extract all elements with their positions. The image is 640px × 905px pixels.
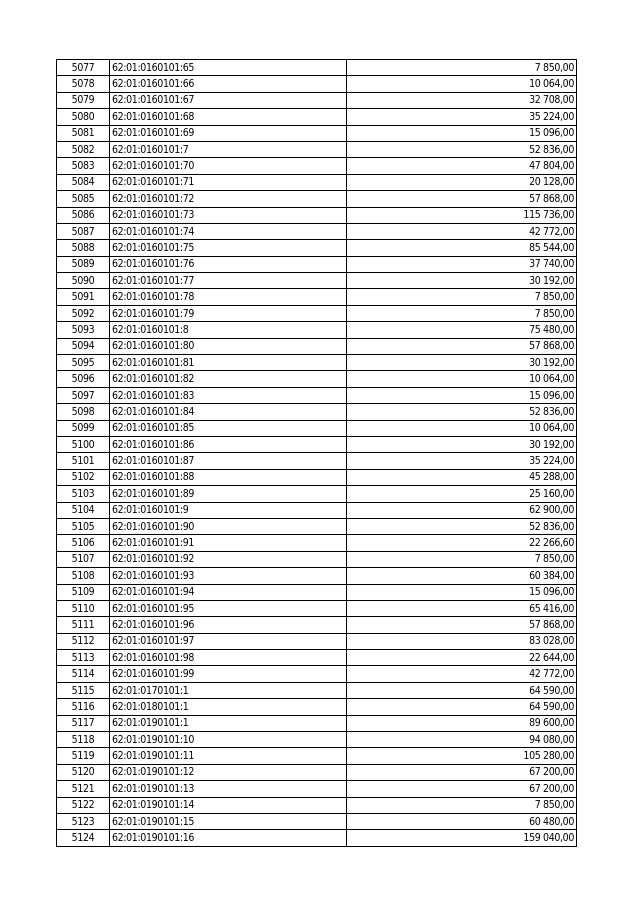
- cadastral-number-cell: 62:01:0160101:96: [110, 617, 347, 633]
- table-row: [57, 338, 577, 354]
- value-cell: 57 868,00: [347, 617, 577, 633]
- table-row: [57, 650, 577, 666]
- value-cell: 57 868,00: [347, 191, 577, 207]
- cadastral-number-cell: 62:01:0190101:11: [110, 748, 347, 764]
- table-row: [57, 76, 577, 92]
- value-cell: 42 772,00: [347, 666, 577, 682]
- row-number-cell: 5106: [57, 535, 110, 551]
- row-number-cell: 5115: [57, 682, 110, 698]
- row-number-cell: 5114: [57, 666, 110, 682]
- cadastral-number-cell: 62:01:0160101:77: [110, 273, 347, 289]
- cadastral-number-cell: 62:01:0160101:79: [110, 305, 347, 321]
- cadastral-number-cell: 62:01:0190101:15: [110, 813, 347, 829]
- cadastral-number-cell: 62:01:0160101:88: [110, 469, 347, 485]
- row-number-cell: 5091: [57, 289, 110, 305]
- table-row: [57, 699, 577, 715]
- cadastral-number-cell: 62:01:0160101:94: [110, 584, 347, 600]
- cadastral-number-cell: 62:01:0190101:13: [110, 781, 347, 797]
- row-number-cell: 5083: [57, 158, 110, 174]
- value-cell: 7 850,00: [347, 551, 577, 567]
- value-cell: 60 480,00: [347, 813, 577, 829]
- table-row: [57, 436, 577, 452]
- cadastral-number-cell: 62:01:0160101:7: [110, 141, 347, 157]
- cadastral-number-cell: 62:01:0160101:86: [110, 436, 347, 452]
- row-number-cell: 5082: [57, 141, 110, 157]
- row-number-cell: 5097: [57, 387, 110, 403]
- cadastral-number-cell: 62:01:0160101:93: [110, 568, 347, 584]
- value-cell: 10 064,00: [347, 420, 577, 436]
- table-row: [57, 813, 577, 829]
- row-number-cell: 5094: [57, 338, 110, 354]
- cadastral-number-cell: 62:01:0160101:89: [110, 486, 347, 502]
- row-number-cell: 5100: [57, 436, 110, 452]
- table-row: [57, 502, 577, 518]
- value-cell: 94 080,00: [347, 732, 577, 748]
- cadastral-number-cell: 62:01:0160101:65: [110, 60, 347, 76]
- cadastral-number-cell: 62:01:0170101:1: [110, 682, 347, 698]
- table-row: [57, 240, 577, 256]
- value-cell: 10 064,00: [347, 371, 577, 387]
- value-cell: 30 192,00: [347, 436, 577, 452]
- cadastral-number-cell: 62:01:0160101:75: [110, 240, 347, 256]
- value-cell: 15 096,00: [347, 387, 577, 403]
- value-cell: 37 740,00: [347, 256, 577, 272]
- value-cell: 85 544,00: [347, 240, 577, 256]
- table-row: [57, 92, 577, 108]
- cadastral-number-cell: 62:01:0160101:91: [110, 535, 347, 551]
- value-cell: 7 850,00: [347, 305, 577, 321]
- table-body: [57, 60, 577, 847]
- table-row: [57, 158, 577, 174]
- cadastral-number-cell: 62:01:0160101:80: [110, 338, 347, 354]
- table-row: [57, 404, 577, 420]
- value-cell: 20 128,00: [347, 174, 577, 190]
- row-number-cell: 5090: [57, 273, 110, 289]
- parcel-value-table: [56, 59, 577, 847]
- table-row: [57, 289, 577, 305]
- table-row: [57, 355, 577, 371]
- value-cell: 115 736,00: [347, 207, 577, 223]
- row-number-cell: 5089: [57, 256, 110, 272]
- row-number-cell: 5087: [57, 223, 110, 239]
- row-number-cell: 5113: [57, 650, 110, 666]
- value-cell: 64 590,00: [347, 699, 577, 715]
- cadastral-number-cell: 62:01:0180101:1: [110, 699, 347, 715]
- row-number-cell: 5123: [57, 813, 110, 829]
- value-cell: 25 160,00: [347, 486, 577, 502]
- row-number-cell: 5109: [57, 584, 110, 600]
- value-cell: 35 224,00: [347, 453, 577, 469]
- row-number-cell: 5080: [57, 109, 110, 125]
- cadastral-number-cell: 62:01:0160101:72: [110, 191, 347, 207]
- table-row: [57, 600, 577, 616]
- row-number-cell: 5117: [57, 715, 110, 731]
- value-cell: 42 772,00: [347, 223, 577, 239]
- table-row: [57, 174, 577, 190]
- row-number-cell: 5108: [57, 568, 110, 584]
- row-number-cell: 5104: [57, 502, 110, 518]
- row-number-cell: 5122: [57, 797, 110, 813]
- table-row: [57, 273, 577, 289]
- row-number-cell: 5079: [57, 92, 110, 108]
- cadastral-number-cell: 62:01:0160101:8: [110, 322, 347, 338]
- row-number-cell: 5121: [57, 781, 110, 797]
- value-cell: 52 836,00: [347, 518, 577, 534]
- cadastral-number-cell: 62:01:0160101:81: [110, 355, 347, 371]
- row-number-cell: 5096: [57, 371, 110, 387]
- row-number-cell: 5101: [57, 453, 110, 469]
- table-row: [57, 584, 577, 600]
- table-row: [57, 551, 577, 567]
- cadastral-number-cell: 62:01:0160101:76: [110, 256, 347, 272]
- table-row: [57, 732, 577, 748]
- row-number-cell: 5099: [57, 420, 110, 436]
- value-cell: 60 384,00: [347, 568, 577, 584]
- value-cell: 67 200,00: [347, 764, 577, 780]
- row-number-cell: 5095: [57, 355, 110, 371]
- table-row: [57, 191, 577, 207]
- cadastral-number-cell: 62:01:0190101:14: [110, 797, 347, 813]
- value-cell: 7 850,00: [347, 797, 577, 813]
- cadastral-number-cell: 62:01:0160101:85: [110, 420, 347, 436]
- table-row: [57, 617, 577, 633]
- cadastral-number-cell: 62:01:0160101:92: [110, 551, 347, 567]
- row-number-cell: 5086: [57, 207, 110, 223]
- value-cell: 7 850,00: [347, 60, 577, 76]
- row-number-cell: 5098: [57, 404, 110, 420]
- row-number-cell: 5084: [57, 174, 110, 190]
- cadastral-number-cell: 62:01:0160101:97: [110, 633, 347, 649]
- table-row: [57, 781, 577, 797]
- table-row: [57, 256, 577, 272]
- value-cell: 10 064,00: [347, 76, 577, 92]
- table-row: [57, 830, 577, 846]
- row-number-cell: 5119: [57, 748, 110, 764]
- row-number-cell: 5120: [57, 764, 110, 780]
- cadastral-number-cell: 62:01:0160101:74: [110, 223, 347, 239]
- value-cell: 52 836,00: [347, 141, 577, 157]
- table-row: [57, 666, 577, 682]
- cadastral-number-cell: 62:01:0160101:69: [110, 125, 347, 141]
- table-row: [57, 60, 577, 76]
- table-row: [57, 453, 577, 469]
- value-cell: 32 708,00: [347, 92, 577, 108]
- value-cell: 62 900,00: [347, 502, 577, 518]
- value-cell: 15 096,00: [347, 125, 577, 141]
- row-number-cell: 5110: [57, 600, 110, 616]
- table-row: [57, 322, 577, 338]
- value-cell: 64 590,00: [347, 682, 577, 698]
- row-number-cell: 5085: [57, 191, 110, 207]
- row-number-cell: 5124: [57, 830, 110, 846]
- cadastral-number-cell: 62:01:0160101:84: [110, 404, 347, 420]
- row-number-cell: 5092: [57, 305, 110, 321]
- row-number-cell: 5093: [57, 322, 110, 338]
- value-cell: 65 416,00: [347, 600, 577, 616]
- table-row: [57, 125, 577, 141]
- row-number-cell: 5102: [57, 469, 110, 485]
- cadastral-number-cell: 62:01:0160101:67: [110, 92, 347, 108]
- value-cell: 83 028,00: [347, 633, 577, 649]
- row-number-cell: 5078: [57, 76, 110, 92]
- value-cell: 30 192,00: [347, 273, 577, 289]
- table-row: [57, 420, 577, 436]
- cadastral-number-cell: 62:01:0160101:87: [110, 453, 347, 469]
- value-cell: 15 096,00: [347, 584, 577, 600]
- cadastral-number-cell: 62:01:0160101:71: [110, 174, 347, 190]
- value-cell: 105 280,00: [347, 748, 577, 764]
- cadastral-number-cell: 62:01:0160101:70: [110, 158, 347, 174]
- row-number-cell: 5105: [57, 518, 110, 534]
- value-cell: 22 644,00: [347, 650, 577, 666]
- row-number-cell: 5103: [57, 486, 110, 502]
- cadastral-number-cell: 62:01:0160101:68: [110, 109, 347, 125]
- cadastral-number-cell: 62:01:0160101:82: [110, 371, 347, 387]
- value-cell: 52 836,00: [347, 404, 577, 420]
- value-cell: 45 288,00: [347, 469, 577, 485]
- row-number-cell: 5116: [57, 699, 110, 715]
- table-row: [57, 371, 577, 387]
- table-row: [57, 387, 577, 403]
- cadastral-number-cell: 62:01:0190101:16: [110, 830, 347, 846]
- value-cell: 159 040,00: [347, 830, 577, 846]
- row-number-cell: 5111: [57, 617, 110, 633]
- table-row: [57, 469, 577, 485]
- row-number-cell: 5081: [57, 125, 110, 141]
- cadastral-number-cell: 62:01:0190101:1: [110, 715, 347, 731]
- value-cell: 67 200,00: [347, 781, 577, 797]
- cadastral-number-cell: 62:01:0160101:78: [110, 289, 347, 305]
- table-row: [57, 207, 577, 223]
- table-row: [57, 141, 577, 157]
- value-cell: 7 850,00: [347, 289, 577, 305]
- table-row: [57, 764, 577, 780]
- value-cell: 89 600,00: [347, 715, 577, 731]
- table-row: [57, 535, 577, 551]
- table-row: [57, 633, 577, 649]
- cadastral-number-cell: 62:01:0160101:90: [110, 518, 347, 534]
- value-cell: 75 480,00: [347, 322, 577, 338]
- row-number-cell: 5088: [57, 240, 110, 256]
- value-cell: 47 804,00: [347, 158, 577, 174]
- table-row: [57, 715, 577, 731]
- table-row: [57, 568, 577, 584]
- cadastral-number-cell: 62:01:0160101:98: [110, 650, 347, 666]
- row-number-cell: 5107: [57, 551, 110, 567]
- cadastral-number-cell: 62:01:0160101:9: [110, 502, 347, 518]
- cadastral-number-cell: 62:01:0190101:12: [110, 764, 347, 780]
- row-number-cell: 5112: [57, 633, 110, 649]
- table-row: [57, 797, 577, 813]
- table-row: [57, 109, 577, 125]
- row-number-cell: 5077: [57, 60, 110, 76]
- value-cell: 22 266,60: [347, 535, 577, 551]
- row-number-cell: 5118: [57, 732, 110, 748]
- cadastral-number-cell: 62:01:0160101:83: [110, 387, 347, 403]
- value-cell: 57 868,00: [347, 338, 577, 354]
- table-row: [57, 682, 577, 698]
- value-cell: 35 224,00: [347, 109, 577, 125]
- value-cell: 30 192,00: [347, 355, 577, 371]
- cadastral-number-cell: 62:01:0190101:10: [110, 732, 347, 748]
- table-row: [57, 748, 577, 764]
- cadastral-number-cell: 62:01:0160101:99: [110, 666, 347, 682]
- cadastral-number-cell: 62:01:0160101:66: [110, 76, 347, 92]
- cadastral-number-cell: 62:01:0160101:95: [110, 600, 347, 616]
- table-row: [57, 223, 577, 239]
- cadastral-number-cell: 62:01:0160101:73: [110, 207, 347, 223]
- table-row: [57, 305, 577, 321]
- table-row: [57, 486, 577, 502]
- table-row: [57, 518, 577, 534]
